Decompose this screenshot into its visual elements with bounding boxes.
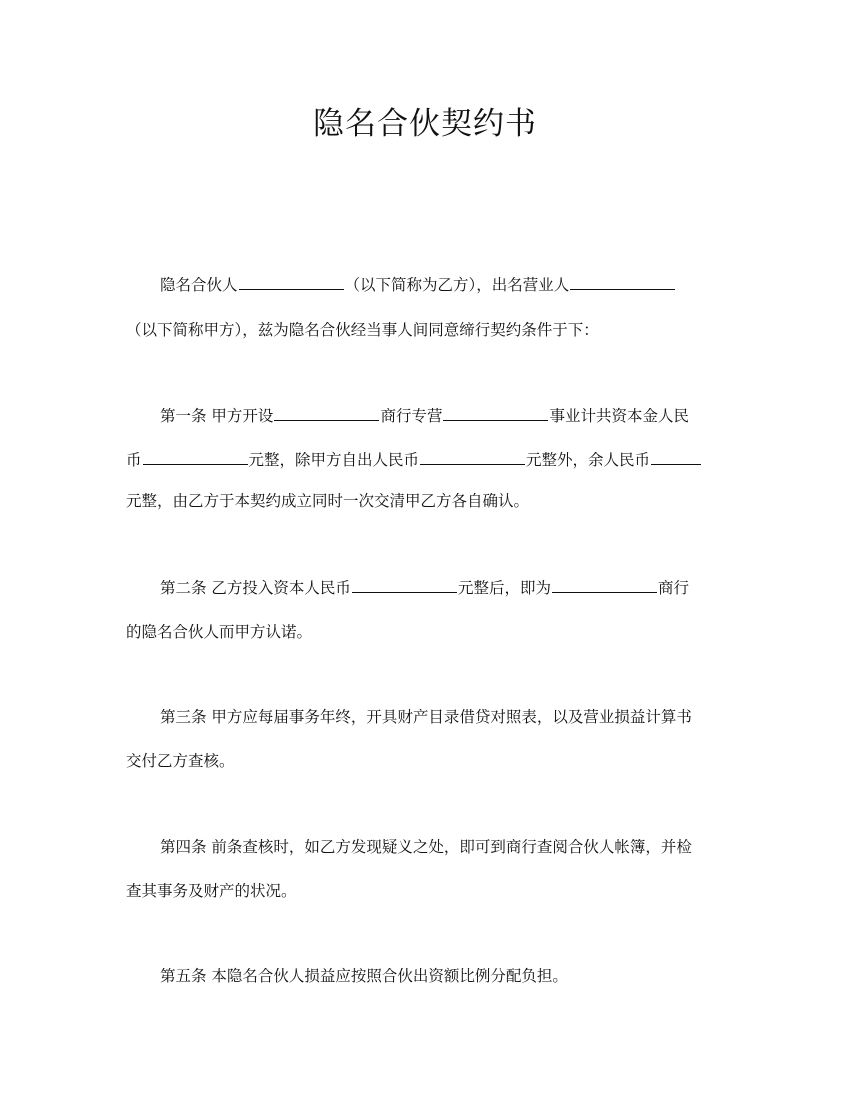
intro-line-2: （以下简称甲方），兹为隐名合伙经当事人间同意缔行契约条件于下： (126, 321, 599, 339)
article-2-line-1 (160, 577, 764, 598)
article-1-line-2 (126, 449, 730, 470)
article-text: 第一条 甲方开设 (160, 407, 274, 425)
article-text: 第二条 乙方投入资本人民币 (160, 579, 351, 597)
article-2-line-2: 的隐名合伙人而甲方认诺。 (126, 623, 313, 641)
article-1-line-3: 元整，由乙方于本契约成立同时一次交清甲乙方各自确认。 (126, 492, 530, 510)
intro-text: 隐名合伙人 (160, 276, 238, 294)
document-title: 隐名合伙契约书 (313, 106, 537, 142)
fill-blank (239, 274, 344, 290)
fill-blank (443, 405, 548, 421)
intro-text: （以下简称为乙方），出名营业人 (344, 276, 570, 294)
article-1-line-1 (160, 405, 764, 426)
article-text: 元整，除甲方自出人民币 (248, 451, 420, 469)
article-4-line-1: 第四条 前条查核时，如乙方发现疑义之处，即可到商行查阅合伙人帐簿，并检 (160, 838, 692, 856)
article-3-line-1: 第三条 甲方应每届事务年终，开具财产目录借贷对照表，以及营业损益计算书 (160, 708, 692, 726)
fill-blank (274, 405, 379, 421)
fill-blank (552, 577, 657, 593)
intro-line-1 (160, 274, 764, 295)
fill-blank (651, 449, 701, 465)
article-text: 元整外，余人民币 (526, 451, 651, 469)
fill-blank (352, 577, 457, 593)
fill-blank (143, 449, 248, 465)
article-3-line-2: 交付乙方查核。 (126, 752, 235, 770)
article-text: 事业计共资本金人民 (549, 407, 689, 425)
article-5-line-1: 第五条 本隐名合伙人损益应按照合伙出资额比例分配负担。 (160, 967, 568, 985)
article-text: 商行专营 (380, 407, 443, 425)
article-text: 商行 (657, 579, 689, 597)
fill-blank (420, 449, 525, 465)
fill-blank (570, 274, 675, 290)
article-text: 币 (126, 451, 142, 469)
article-text: 元整后，即为 (457, 579, 551, 597)
article-4-line-2: 查其事务及财产的状况。 (126, 882, 297, 900)
